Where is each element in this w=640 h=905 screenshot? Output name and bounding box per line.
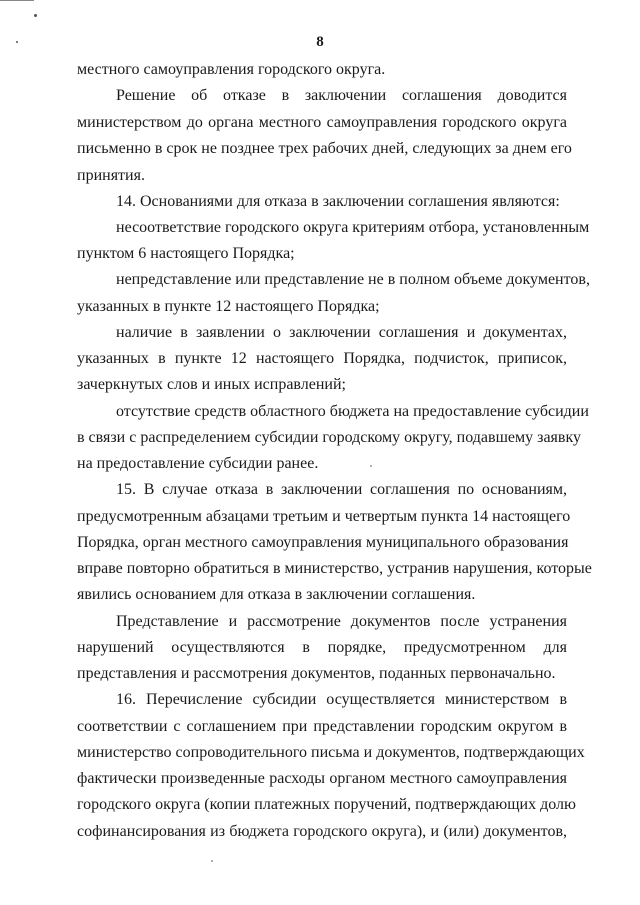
text-line: предусмотренным абзацами третьим и четвертым пункта 14 настоящего bbox=[77, 508, 571, 525]
text-line: указанных в пункте 12 настоящего Порядка; bbox=[77, 298, 380, 315]
text-line: письменно в срок не позднее трех рабочих дней, следующих за днем его bbox=[77, 140, 572, 157]
text-line: городского округа (копии платежных поручений, подтверждающих долю bbox=[77, 796, 576, 813]
text-line: в связи с распределением субсидии городскому округу, подавшему заявку bbox=[77, 429, 582, 446]
scan-edge-line bbox=[0, 0, 34, 1]
text-line: министерство сопроводительного письма и документов, подтверждающих bbox=[77, 744, 585, 761]
text-line: софинансирования из бюджета городского округа), и (или) документов, bbox=[77, 823, 567, 840]
text-line: вправе повторно обратиться в министерство, устранив нарушения, которые bbox=[77, 560, 592, 577]
text-line: явились основанием для отказа в заключении соглашения. bbox=[77, 586, 476, 603]
text-line: на предоставление субсидии ранее. bbox=[77, 455, 319, 472]
text-line: представления и рассмотрения документов, поданных первоначально. bbox=[77, 665, 556, 682]
scan-dot bbox=[34, 14, 37, 17]
text-line: нарушений осуществляются в порядке, предусмотренном для bbox=[77, 639, 567, 656]
text-line: министерством до органа местного самоуправления городского округа bbox=[77, 114, 567, 131]
text-line: соответствии с соглашением при представлении городским округом в bbox=[77, 718, 567, 735]
text-line: отсутствие средств областного бюджета на предоставление субсидии bbox=[116, 403, 589, 420]
page-number: 8 bbox=[316, 34, 324, 50]
text-line: несоответствие городского округа критериям отбора, установленным bbox=[116, 219, 590, 236]
text-line: наличие в заявлении о заключении соглашения и документах, bbox=[116, 324, 567, 341]
text-line: фактически произведенные расходы органом местного самоуправления bbox=[77, 770, 567, 787]
text-line: зачеркнутых слов и иных исправлений; bbox=[77, 376, 346, 393]
text-line: 16. Перечисление субсидии осуществляется министерством в bbox=[116, 691, 567, 708]
text-line: пунктом 6 настоящего Порядка; bbox=[77, 245, 295, 262]
text-line: Представление и рассмотрение документов после устранения bbox=[116, 613, 567, 630]
scan-dot bbox=[211, 860, 213, 862]
text-line: 14. Основаниями для отказа в заключении соглашения являются: bbox=[116, 193, 560, 210]
text-line: указанных в пункте 12 настоящего Порядка, подчисток, приписок, bbox=[77, 350, 567, 367]
text-line: 15. В случае отказа в заключении соглашения по основаниям, bbox=[116, 481, 567, 498]
text-line: местного самоуправления городского округа. bbox=[77, 61, 386, 78]
text-line: принятия. bbox=[77, 167, 145, 184]
text-line: Решение об отказе в заключении соглашения доводится bbox=[116, 87, 567, 104]
text-line: Порядка, орган местного самоуправления муниципального образования bbox=[77, 534, 569, 551]
text-line: непредставление или представление не в полном объеме документов, bbox=[116, 271, 590, 288]
